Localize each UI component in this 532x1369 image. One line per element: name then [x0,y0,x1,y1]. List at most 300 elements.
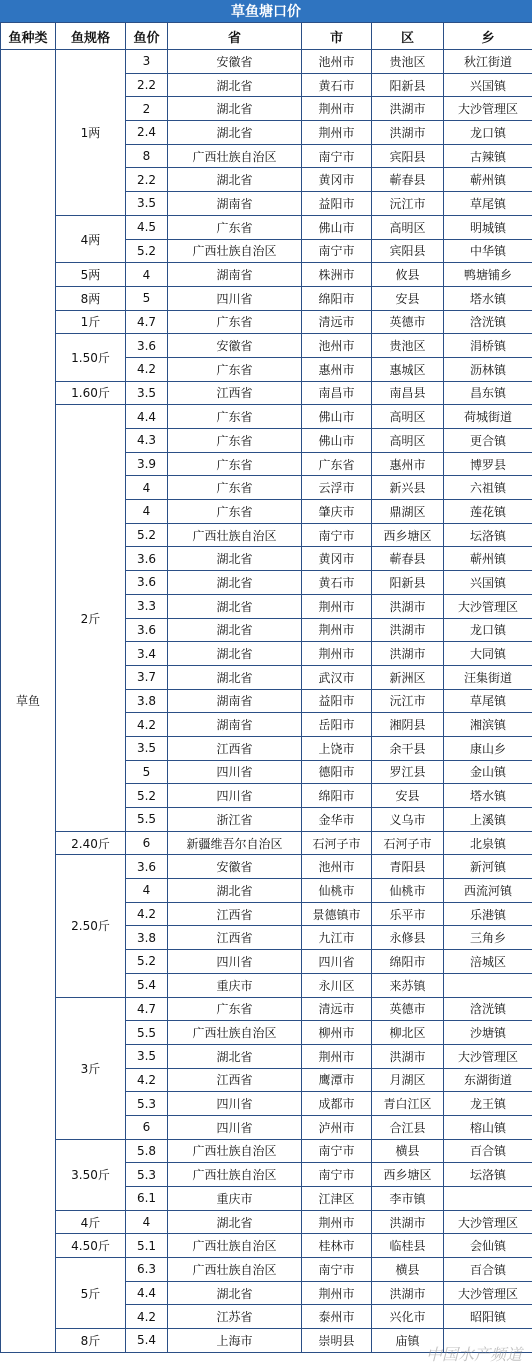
province-cell: 四川省 [168,950,302,974]
spec-cell: 2斤 [56,405,126,831]
province-cell: 安徽省 [168,50,302,74]
price-cell: 3.8 [126,926,168,950]
price-cell: 3.3 [126,594,168,618]
price-cell: 5.1 [126,1234,168,1258]
table-body [1,50,532,1353]
price-cell: 3 [126,50,168,74]
township-cell: 大沙管理区 [444,1210,532,1234]
table-row [1,334,532,358]
township-cell: 东湖街道 [444,1068,532,1092]
city-cell: 池州市 [302,334,372,358]
price-cell: 5 [126,286,168,310]
city-cell: 云浮市 [302,476,372,500]
township-cell: 中华镇 [444,239,532,263]
township-cell: 浛洸镇 [444,310,532,334]
city-cell: 池州市 [302,50,372,74]
city-cell: 南宁市 [302,1139,372,1163]
header-city: 市 [302,23,372,50]
province-cell: 湖北省 [168,1044,302,1068]
district-cell: 安县 [372,784,444,808]
province-cell: 湖南省 [168,689,302,713]
spec-cell: 1斤 [56,310,126,334]
price-cell: 4.3 [126,429,168,453]
township-cell: 榕山镇 [444,1115,532,1139]
province-cell: 广东省 [168,310,302,334]
township-cell: 蕲州镇 [444,168,532,192]
district-cell: 阳新县 [372,571,444,595]
spec-cell: 5两 [56,263,126,287]
province-cell: 广西壮族自治区 [168,523,302,547]
price-cell: 3.8 [126,689,168,713]
price-cell: 4.7 [126,310,168,334]
province-cell: 广西壮族自治区 [168,239,302,263]
price-cell: 4 [126,879,168,903]
price-cell: 4.2 [126,1068,168,1092]
township-cell: 大沙管理区 [444,97,532,121]
province-cell: 广西壮族自治区 [168,1258,302,1282]
table-row [1,1139,532,1163]
township-cell: 昭阳镇 [444,1305,532,1329]
district-cell: 攸县 [372,263,444,287]
city-cell: 岳阳市 [302,713,372,737]
city-cell: 金华市 [302,808,372,832]
township-cell: 沥林镇 [444,357,532,381]
township-cell: 博罗县 [444,452,532,476]
district-cell: 洪湖市 [372,121,444,145]
township-cell: 新河镇 [444,855,532,879]
township-cell: 湘滨镇 [444,713,532,737]
spec-cell: 5斤 [56,1258,126,1329]
city-cell: 荆州市 [302,594,372,618]
township-cell: 荷城街道 [444,405,532,429]
province-cell: 广西壮族自治区 [168,1139,302,1163]
spec-cell: 2.50斤 [56,855,126,997]
province-cell: 湖北省 [168,571,302,595]
price-cell: 5.2 [126,239,168,263]
province-cell: 广东省 [168,997,302,1021]
township-cell: 大沙管理区 [444,1044,532,1068]
city-cell: 荆州市 [302,1281,372,1305]
township-cell: 大沙管理区 [444,1281,532,1305]
district-cell: 蕲春县 [372,168,444,192]
township-cell: 乐港镇 [444,902,532,926]
city-cell: 益阳市 [302,689,372,713]
district-cell: 兴化市 [372,1305,444,1329]
price-cell: 4.4 [126,405,168,429]
price-cell: 4.2 [126,1305,168,1329]
price-cell: 3.6 [126,618,168,642]
price-table [0,22,532,1353]
city-cell: 桂林市 [302,1234,372,1258]
city-cell: 九江市 [302,926,372,950]
township-cell: 康山乡 [444,736,532,760]
price-cell: 3.5 [126,381,168,405]
table-row [1,1210,532,1234]
price-cell: 3.5 [126,736,168,760]
table-row [1,310,532,334]
header-species: 鱼种类 [1,23,56,50]
price-cell: 5.5 [126,1021,168,1045]
price-cell: 6.1 [126,1187,168,1211]
province-cell: 广东省 [168,452,302,476]
province-cell: 四川省 [168,760,302,784]
spec-cell: 1.50斤 [56,334,126,381]
district-cell: 洪湖市 [372,97,444,121]
city-cell: 广东省 [302,452,372,476]
township-cell: 上溪镇 [444,808,532,832]
spec-cell: 4两 [56,215,126,262]
price-cell: 3.4 [126,642,168,666]
spec-cell: 3.50斤 [56,1139,126,1210]
city-cell: 黄冈市 [302,547,372,571]
district-cell: 义乌市 [372,808,444,832]
city-cell: 黄石市 [302,571,372,595]
city-cell: 佛山市 [302,429,372,453]
city-cell: 荆州市 [302,121,372,145]
header-spec: 鱼规格 [56,23,126,50]
district-cell: 洪湖市 [372,642,444,666]
district-cell: 沅江市 [372,192,444,216]
price-cell: 3.5 [126,192,168,216]
district-cell: 鼎湖区 [372,500,444,524]
price-cell: 4 [126,476,168,500]
spec-cell: 2.40斤 [56,831,126,855]
province-cell: 江苏省 [168,1305,302,1329]
district-cell: 安县 [372,286,444,310]
province-cell: 重庆市 [168,1187,302,1211]
price-cell: 6 [126,1115,168,1139]
district-cell: 永修县 [372,926,444,950]
price-cell: 5.2 [126,784,168,808]
township-cell: 龙口镇 [444,121,532,145]
table-row [1,831,532,855]
province-cell: 江西省 [168,381,302,405]
spec-cell: 1两 [56,50,126,216]
province-cell: 浙江省 [168,808,302,832]
district-cell: 仙桃市 [372,879,444,903]
district-cell: 英德市 [372,997,444,1021]
spec-cell: 4.50斤 [56,1234,126,1258]
district-cell: 临桂县 [372,1234,444,1258]
district-cell: 西乡塘区 [372,523,444,547]
table-row [1,381,532,405]
district-cell: 青白江区 [372,1092,444,1116]
price-cell: 2 [126,97,168,121]
city-cell: 黄石市 [302,73,372,97]
city-cell: 南宁市 [302,1258,372,1282]
city-cell: 清远市 [302,997,372,1021]
province-cell: 湖北省 [168,879,302,903]
township-cell: 坛洛镇 [444,1163,532,1187]
district-cell: 西乡塘区 [372,1163,444,1187]
township-cell: 蕲州镇 [444,547,532,571]
header-province: 省 [168,23,302,50]
township-cell: 明城镇 [444,215,532,239]
province-cell: 广东省 [168,476,302,500]
header-price: 鱼价 [126,23,168,50]
province-cell: 湖北省 [168,594,302,618]
spec-cell: 3斤 [56,997,126,1139]
district-cell: 庙镇 [372,1329,444,1353]
table-title-banner [0,0,532,22]
city-cell: 荆州市 [302,97,372,121]
city-cell: 益阳市 [302,192,372,216]
header-district: 区 [372,23,444,50]
township-cell: 大沙管理区 [444,594,532,618]
city-cell: 惠州市 [302,357,372,381]
province-cell: 广西壮族自治区 [168,1021,302,1045]
province-cell: 湖北省 [168,1210,302,1234]
header-row [1,23,532,50]
price-cell: 5.2 [126,523,168,547]
city-cell: 德阳市 [302,760,372,784]
table-row [1,1234,532,1258]
price-cell: 4.2 [126,713,168,737]
township-cell: 兴国镇 [444,571,532,595]
province-cell: 广东省 [168,215,302,239]
district-cell: 贵池区 [372,50,444,74]
district-cell: 惠城区 [372,357,444,381]
district-cell: 惠州市 [372,452,444,476]
table-row [1,263,532,287]
township-cell: 涪城区 [444,950,532,974]
province-cell: 安徽省 [168,334,302,358]
province-cell: 湖北省 [168,168,302,192]
district-cell: 月湖区 [372,1068,444,1092]
province-cell: 安徽省 [168,855,302,879]
district-cell: 蕲春县 [372,547,444,571]
table-row [1,286,532,310]
province-cell: 湖北省 [168,665,302,689]
city-cell: 景德镇市 [302,902,372,926]
district-cell: 合江县 [372,1115,444,1139]
district-cell: 高明区 [372,215,444,239]
township-cell [444,973,532,997]
table-title: 草鱼塘口价 [231,4,301,20]
province-cell: 湖南省 [168,263,302,287]
watermark: 中国水产频道 [425,1345,522,1364]
city-cell: 佛山市 [302,405,372,429]
city-cell: 绵阳市 [302,784,372,808]
price-cell: 4 [126,500,168,524]
district-cell: 高明区 [372,405,444,429]
price-cell: 4 [126,263,168,287]
province-cell: 广东省 [168,429,302,453]
spec-cell: 4斤 [56,1210,126,1234]
price-cell: 3.6 [126,855,168,879]
price-cell: 4 [126,1210,168,1234]
district-cell: 罗江县 [372,760,444,784]
township-cell: 西流河镇 [444,879,532,903]
district-cell: 洪湖市 [372,1044,444,1068]
district-cell: 宾阳县 [372,144,444,168]
township-cell: 北泉镇 [444,831,532,855]
district-cell: 洪湖市 [372,1281,444,1305]
province-cell: 湖北省 [168,642,302,666]
city-cell: 南宁市 [302,239,372,263]
city-cell: 南宁市 [302,523,372,547]
city-cell: 南宁市 [302,144,372,168]
district-cell: 青阳县 [372,855,444,879]
price-cell: 2.2 [126,168,168,192]
city-cell: 崇明县 [302,1329,372,1353]
province-cell: 湖南省 [168,713,302,737]
district-cell: 阳新县 [372,73,444,97]
district-cell: 石河子市 [372,831,444,855]
district-cell: 宾阳县 [372,239,444,263]
city-cell: 鹰潭市 [302,1068,372,1092]
district-cell: 沅江市 [372,689,444,713]
township-cell: 草尾镇 [444,689,532,713]
city-cell: 成都市 [302,1092,372,1116]
township-cell: 沙塘镇 [444,1021,532,1045]
city-cell: 黄冈市 [302,168,372,192]
city-cell: 肇庆市 [302,500,372,524]
township-cell: 百合镇 [444,1139,532,1163]
township-cell: 浛洸镇 [444,997,532,1021]
price-cell: 3.7 [126,665,168,689]
district-cell: 新兴县 [372,476,444,500]
city-cell: 佛山市 [302,215,372,239]
district-cell: 洪湖市 [372,618,444,642]
province-cell: 湖北省 [168,1281,302,1305]
township-cell: 兴国镇 [444,73,532,97]
price-cell: 3.6 [126,334,168,358]
price-cell: 2.4 [126,121,168,145]
province-cell: 湖北省 [168,547,302,571]
district-cell: 绵阳市 [372,950,444,974]
district-cell: 横县 [372,1258,444,1282]
spec-cell: 8两 [56,286,126,310]
township-cell: 昌东镇 [444,381,532,405]
price-cell: 8 [126,144,168,168]
price-cell: 4.7 [126,997,168,1021]
township-cell: 草尾镇 [444,192,532,216]
township-cell: 塔水镇 [444,286,532,310]
spec-cell: 1.60斤 [56,381,126,405]
township-cell: 汪集街道 [444,665,532,689]
province-cell: 江西省 [168,926,302,950]
city-cell: 南宁市 [302,1163,372,1187]
province-cell: 四川省 [168,1092,302,1116]
city-cell: 石河子市 [302,831,372,855]
price-cell: 4.2 [126,357,168,381]
city-cell: 池州市 [302,855,372,879]
province-cell: 新疆维吾尔自治区 [168,831,302,855]
township-cell: 六祖镇 [444,476,532,500]
city-cell: 株洲市 [302,263,372,287]
city-cell: 清远市 [302,310,372,334]
township-cell: 大同镇 [444,642,532,666]
district-cell: 李市镇 [372,1187,444,1211]
township-cell: 鸭塘铺乡 [444,263,532,287]
district-cell: 横县 [372,1139,444,1163]
city-cell: 江津区 [302,1187,372,1211]
district-cell: 柳北区 [372,1021,444,1045]
province-cell: 四川省 [168,286,302,310]
city-cell: 荆州市 [302,642,372,666]
province-cell: 湖南省 [168,192,302,216]
city-cell: 荆州市 [302,1044,372,1068]
province-cell: 四川省 [168,1115,302,1139]
city-cell: 泰州市 [302,1305,372,1329]
township-cell: 秋江街道 [444,50,532,74]
city-cell: 仙桃市 [302,879,372,903]
district-cell: 洪湖市 [372,594,444,618]
province-cell: 四川省 [168,784,302,808]
district-cell: 湘阴县 [372,713,444,737]
township-cell: 会仙镇 [444,1234,532,1258]
city-cell: 四川省 [302,950,372,974]
price-cell: 4.5 [126,215,168,239]
city-cell: 永川区 [302,973,372,997]
species-cell: 草鱼 [1,50,56,1353]
table-row [1,997,532,1021]
district-cell: 高明区 [372,429,444,453]
province-cell: 广东省 [168,357,302,381]
province-cell: 湖北省 [168,121,302,145]
province-cell: 广西壮族自治区 [168,1163,302,1187]
township-cell [444,1187,532,1211]
price-cell: 2.2 [126,73,168,97]
table-row [1,50,532,74]
city-cell: 绵阳市 [302,286,372,310]
province-cell: 江西省 [168,902,302,926]
province-cell: 湖北省 [168,618,302,642]
price-cell: 6 [126,831,168,855]
city-cell: 柳州市 [302,1021,372,1045]
township-cell: 百合镇 [444,1258,532,1282]
price-cell: 5.5 [126,808,168,832]
city-cell: 荆州市 [302,618,372,642]
province-cell: 江西省 [168,736,302,760]
table-row [1,405,532,429]
township-cell: 龙王镇 [444,1092,532,1116]
province-cell: 广西壮族自治区 [168,1234,302,1258]
township-cell: 古辣镇 [444,144,532,168]
province-cell: 广东省 [168,500,302,524]
table-row [1,1258,532,1282]
table-row [1,215,532,239]
township-cell: 坛洛镇 [444,523,532,547]
city-cell: 武汉市 [302,665,372,689]
price-cell: 3.6 [126,547,168,571]
province-cell: 湖北省 [168,97,302,121]
district-cell: 来苏镇 [372,973,444,997]
price-cell: 5.3 [126,1092,168,1116]
price-cell: 4.2 [126,902,168,926]
district-cell: 余干县 [372,736,444,760]
district-cell: 贵池区 [372,334,444,358]
table-row [1,855,532,879]
district-cell: 乐平市 [372,902,444,926]
township-cell: 三角乡 [444,926,532,950]
price-cell: 4.4 [126,1281,168,1305]
district-cell: 洪湖市 [372,1210,444,1234]
district-cell: 英德市 [372,310,444,334]
township-cell: 涓桥镇 [444,334,532,358]
spec-cell: 8斤 [56,1329,126,1353]
township-cell: 莲花镇 [444,500,532,524]
township-cell: 金山镇 [444,760,532,784]
header-township: 乡 [444,23,532,50]
township-cell: 龙口镇 [444,618,532,642]
province-cell: 广东省 [168,405,302,429]
province-cell: 江西省 [168,1068,302,1092]
district-cell: 新洲区 [372,665,444,689]
price-cell: 5.4 [126,1329,168,1353]
city-cell: 南昌市 [302,381,372,405]
